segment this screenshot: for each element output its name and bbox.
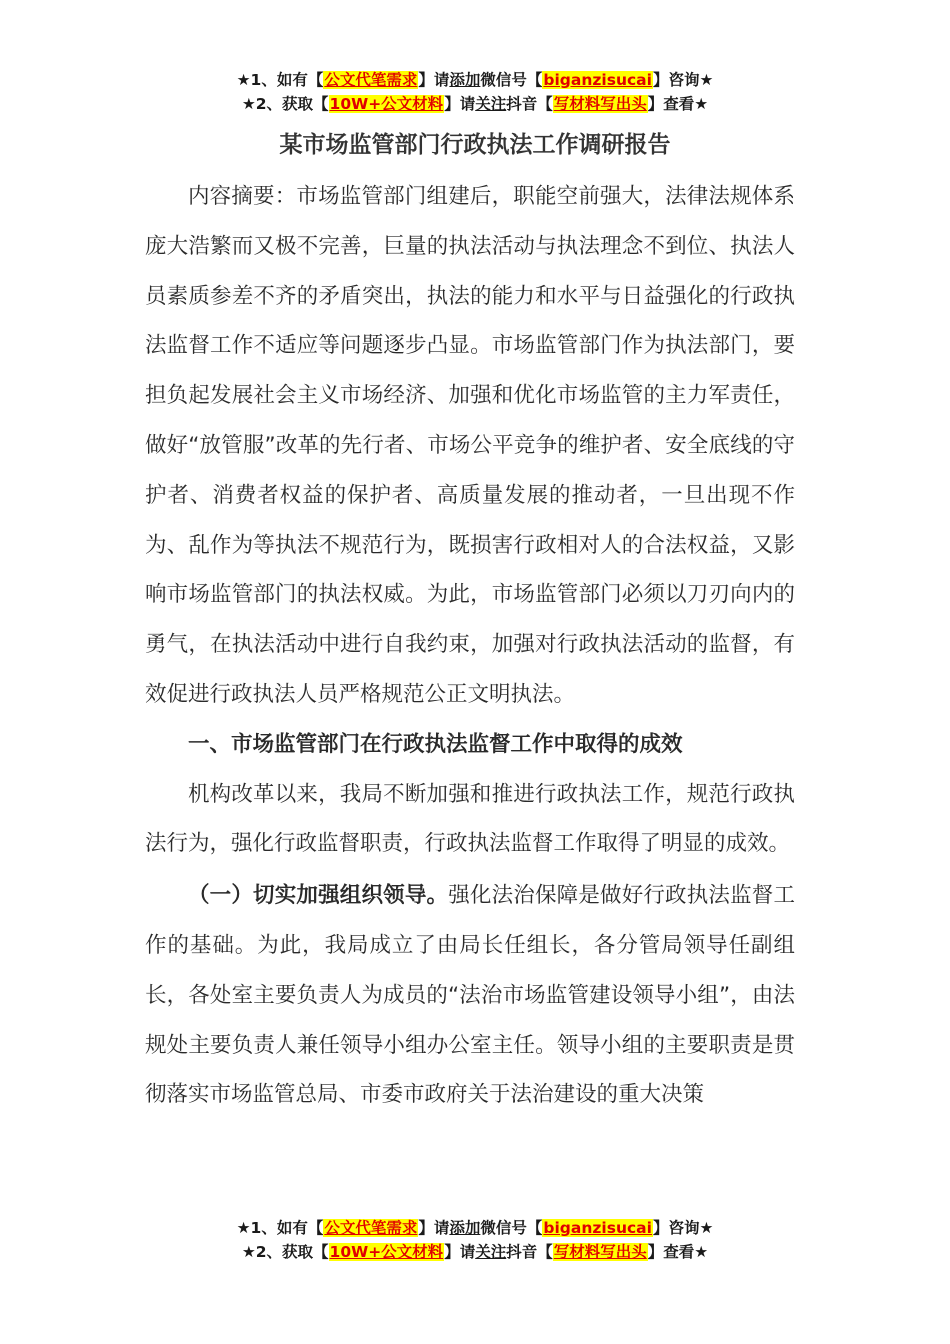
promo-text: 】查看★ — [647, 1243, 709, 1261]
promo-banner-bottom — [0, 1216, 950, 1264]
promo-highlight: 公文代笔需求 — [324, 71, 418, 89]
abstract-paragraph: 内容摘要：市场监管部门组建后，职能空前强大，法律法规体系庞大浩繁而又极不完善，巨量的执法活动与执法理念不到位、执法人员素质参差不齐的矛盾突出，执法的能力和水平与日益强化的行政执法监督工作不适应等问题逐步凸显。市场监管部门作为执法部门，要担负起发展社会主义市场经济、加强和优化市场监管的主力军责任，做好“放管服”改革的先行者、市场公平竞争的维护者、安全底线的守护者、消费者权益的保护者、高质量发展的推动者，一旦出现不作为、乱作为等执法不规范行为，既损害行政相对人的合法权益，又影响市场监管部门的执法权威。为此，市场监管部门必须以刀刃向内的勇气，在执法活动中进行自我约束，加强对行政执法活动的监督，有效促进行政执法人员严格规范公正文明执法。 — [145, 184, 795, 707]
promo-highlight: biganzisucai — [543, 1219, 652, 1237]
promo-text: ★1、如有【 — [236, 71, 324, 89]
promo-line-2 — [0, 1240, 950, 1264]
promo-text: 】请 — [418, 1219, 450, 1237]
promo-line-2 — [0, 92, 950, 116]
promo-text: ★2、获取【 — [241, 95, 329, 113]
promo-text: 微信号【 — [480, 1219, 543, 1237]
promo-text: 】咨询★ — [652, 1219, 714, 1237]
promo-banner-top — [0, 68, 950, 116]
subsection-text: 强化法治保障是做好行政执法监督工作的基础。为此，我局成立了由局长任组长，各分管局领导任副组长，各处室主要负责人为成员的“法治市场监管建设领导小组”，由法规处主要负责人兼任领导小组办公室主任。领导小组的主要职责是贯彻落实市场监管总局、市委市政府关于法治建设的重大决策 — [145, 883, 795, 1108]
promo-text: 】咨询★ — [652, 71, 714, 89]
document-body — [145, 172, 795, 1120]
promo-highlight: 10W+公文材料 — [329, 95, 444, 113]
promo-text: 抖音【 — [506, 1243, 553, 1261]
promo-highlight: 10W+公文材料 — [329, 1243, 444, 1261]
promo-highlight: 写材料写出头 — [553, 1243, 647, 1261]
promo-text: 】请 — [444, 1243, 476, 1261]
promo-highlight: 公文代笔需求 — [324, 1219, 418, 1237]
promo-line-1 — [0, 1216, 950, 1240]
promo-underlined: 添加 — [449, 71, 481, 89]
subsection-paragraph — [145, 871, 795, 1120]
promo-text: 微信号【 — [480, 71, 543, 89]
promo-text: 抖音【 — [506, 95, 553, 113]
promo-text: ★1、如有【 — [236, 1219, 324, 1237]
promo-text: 】请 — [444, 95, 476, 113]
promo-text: 】查看★ — [647, 95, 709, 113]
section-intro-paragraph: 机构改革以来，我局不断加强和推进行政执法工作，规范行政执法行为，强化行政监督职责，行政执法监督工作取得了明显的成效。 — [145, 781, 795, 857]
promo-underlined: 关注 — [475, 1243, 507, 1261]
section-heading: 一、市场监管部门在行政执法监督工作中取得的成效 — [188, 731, 683, 757]
document-title: 某市场监管部门行政执法工作调研报告 — [279, 132, 671, 158]
promo-highlight: biganzisucai — [543, 71, 652, 89]
subsection-heading: （一）切实加强组织领导。 — [188, 883, 449, 909]
promo-line-1 — [0, 68, 950, 92]
promo-text: ★2、获取【 — [241, 1243, 329, 1261]
promo-underlined: 添加 — [449, 1219, 481, 1237]
promo-underlined: 关注 — [475, 95, 507, 113]
promo-highlight: 写材料写出头 — [553, 95, 647, 113]
promo-text: 】请 — [418, 71, 450, 89]
